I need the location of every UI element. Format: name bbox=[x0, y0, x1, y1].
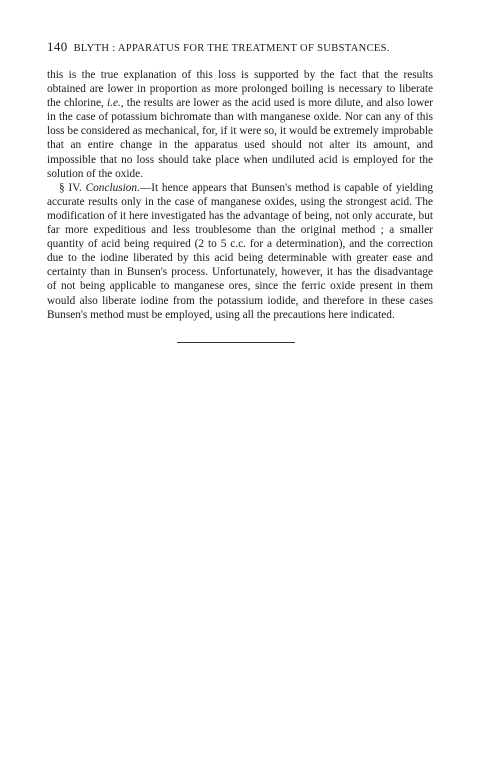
article-body bbox=[47, 68, 433, 322]
paragraph-text: —It hence appears that Bunsen's method is capable of yielding accurate results only in the case of manganese oxides, using the strongest acid. The modification of it here investigated has the advantage of being, not only accurate, but far more expeditious and less troublesome than the original method ; a smaller quantity of acid being required (2 to 5 c.c. for a determination), and the correction due to the iodine liberated by this acid being determinable with greater ease and certainty than in Bunsen's process. Unfortunately, however, it has the disadvantage of not being applicable to manganese ores, since the ferric oxide present in them would also liberate iodine from the potassium iodide, and therefore in these cases Bunsen's method must be employed, using all the precautions here indicated. bbox=[47, 181, 434, 321]
running-title: BLYTH : APPARATUS FOR THE TREATMENT OF SUBSTANCES. bbox=[73, 43, 390, 54]
download-watermark bbox=[0, 0, 18, 768]
paragraph-loss-explanation bbox=[47, 68, 433, 181]
paragraph-italic-ie: i.e., bbox=[106, 97, 124, 110]
page-content bbox=[47, 40, 433, 343]
section-number: § IV. bbox=[59, 181, 82, 194]
page-number: 140 bbox=[47, 39, 68, 54]
paragraph-text: this is the true explanation of this loss is supported by the fact that the results obtained are lower in proportion as more prolonged boiling is necessary to liberate the chlorine, bbox=[47, 69, 433, 110]
end-rule bbox=[177, 342, 295, 343]
running-header bbox=[47, 40, 433, 56]
section-heading: Conclusion. bbox=[85, 181, 140, 194]
paragraph-text: the results are lower as the acid used is more dilute, and also lower in the case of potassium bichromate than with manganese oxide. Nor can any of this loss be considered as mechanical, for, if it were so, it would be extremely improbable that an entire change in the apparatus used should not alter its amount, and impossible that no loss should take place when undiluted acid is employed for the solution of the oxide. bbox=[47, 97, 433, 180]
paragraph-conclusion bbox=[47, 181, 433, 322]
